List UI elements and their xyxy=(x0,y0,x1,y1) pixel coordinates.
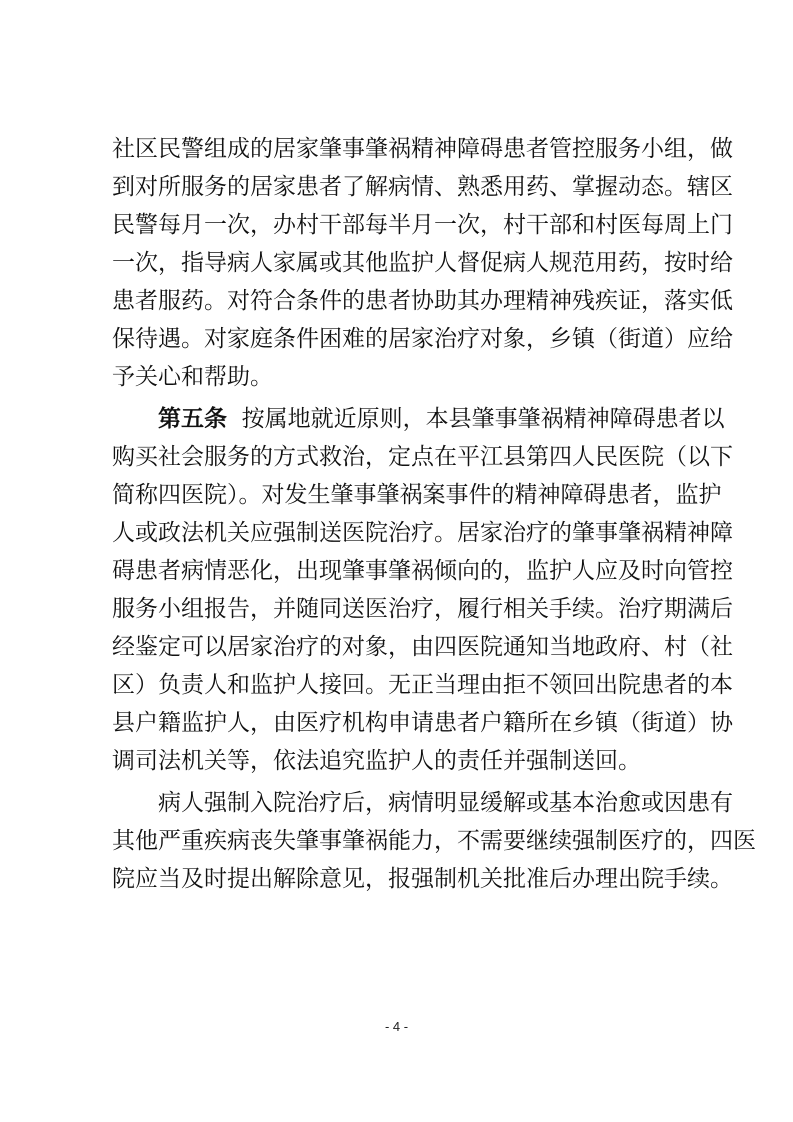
text-line: 服务小组报告，并随同送医治疗，履行相关手续。治疗期满后 xyxy=(112,596,733,622)
text-line: 简称四医院）。对发生肇事肇祸案事件的精神障碍患者，监护 xyxy=(112,482,722,508)
text-line: 社区民警组成的居家肇事肇祸精神障碍患者管控服务小组，做 xyxy=(112,136,733,162)
text-line: 予关心和帮助。 xyxy=(112,364,273,390)
text-line: 人或政法机关应强制送医院治疗。居家治疗的肇事肇祸精神障 xyxy=(112,520,733,546)
text-line: 区）负责人和监护人接回。无正当理由拒不领回出院患者的本 xyxy=(112,672,733,698)
text-line: 县户籍监护人，由医疗机构申请患者户籍所在乡镇（街道）协 xyxy=(112,710,733,736)
text-line: 院应当及时提出解除意见，报强制机关批准后办理出院手续。 xyxy=(112,866,733,892)
text-line xyxy=(112,400,725,438)
text-line: 病人强制入院治疗后，病情明显缓解或基本治愈或因患有 xyxy=(158,790,733,816)
text-line: 调司法机关等，依法追究监护人的责任并强制送回。 xyxy=(112,748,641,774)
text-line: 一次，指导病人家属或其他监护人督促病人规范用药，按时给 xyxy=(112,250,733,276)
text-line: 其他严重疾病丧失肇事肇祸能力，不需要继续强制医疗的，四医 xyxy=(112,828,756,854)
text-line: 碍患者病情恶化，出现肇事肇祸倾向的，监护人应及时向管控 xyxy=(112,558,733,584)
text-line: 保待遇。对家庭条件困难的居家治疗对象，乡镇（街道）应给 xyxy=(112,326,733,352)
text-line: 患者服药。对符合条件的患者协助其办理精神残疾证，落实低 xyxy=(112,288,733,314)
text-line: 经鉴定可以居家治疗的对象，由四医院通知当地政府、村（社 xyxy=(112,634,733,660)
document-body xyxy=(112,130,756,898)
text-line: 民警每月一次，办村干部每半月一次，村干部和村医每周上门 xyxy=(112,212,733,238)
text-span: 按属地就近原则，本县肇事肇祸精神障碍患者以 xyxy=(241,406,725,432)
text-line: 购买社会服务的方式救治，定点在平江县第四人民医院（以下 xyxy=(112,444,733,470)
article-heading: 第五条 xyxy=(158,405,227,432)
article-5-paragraph xyxy=(112,400,733,780)
text-line: 到对所服务的居家患者了解病情、熟悉用药、掌握动态。辖区 xyxy=(112,174,733,200)
paragraph-continuation xyxy=(112,130,733,396)
page-number: - 4 - xyxy=(384,1019,409,1034)
paragraph-discharge xyxy=(112,784,756,898)
